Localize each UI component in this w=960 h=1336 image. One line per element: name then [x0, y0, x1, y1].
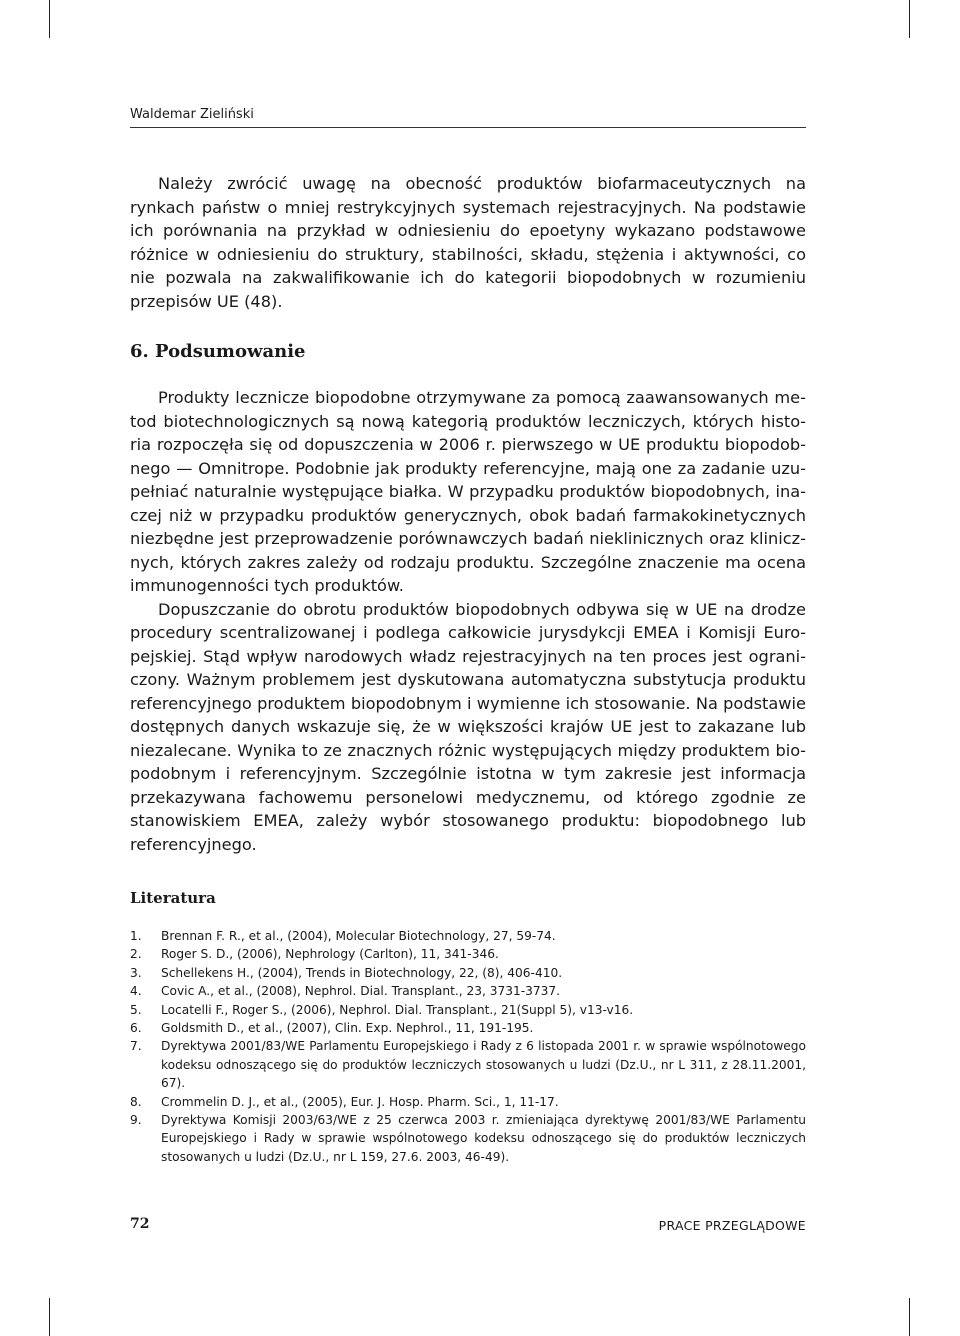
reference-number: 2.	[130, 947, 142, 962]
reference-number: 1.	[130, 929, 142, 943]
intro-text	[130, 172, 806, 313]
reference-item	[130, 982, 806, 1000]
running-head	[130, 107, 806, 128]
reference-number: 3.	[130, 965, 142, 980]
reference-item	[130, 1111, 806, 1166]
reference-item	[130, 1093, 806, 1111]
reference-number: 9.	[130, 1113, 142, 1128]
reference-text: Dyrektywa 2001/83/WE Parlamentu Europejskiego i Rady z 6 listopada 2001 r. w sprawie wspólnotowego kodeksu odnoszącego się do produktów leczniczych stosowanych u ludzi (Dz.U., nr L 311, z 28.11.2001, 67).	[161, 1039, 806, 1091]
crop-mark	[49, 0, 50, 38]
section-title: 6. Podsumowanie	[130, 341, 306, 362]
section-body	[130, 386, 806, 856]
section-paragraph: Produkty lecznicze biopodobne otrzymywane za pomocą zaawansowanych metod biotechnologicznych są nową kategorią produktów leczniczych, których historia rozpoczęła się od dopuszczenia w 2006 r. pierwszego w UE produktu biopodobnego — Omnitrope. Podobnie jak produkty referencyjne, mają one za zadanie uzupełniać naturalnie występujące białka. W przypadku produktów biopodobnych, inaczej niż w przypadku produktów generycznych, obok badań farmakokinetycznych niezbędne jest przeprowadzenie porównawczych badań nieklinicznych oraz klinicznych, których zakres zależy od rodzaju produktu. Szczególne znaczenie ma ocena immunogenności tych produktów.	[130, 388, 806, 595]
crop-mark	[909, 1298, 910, 1336]
reference-text: Dyrektywa Komisji 2003/63/WE z 25 czerwca 2003 r. zmieniająca dyrektywę 2001/83/WE Parlamentu Europejskiego i Rady w sprawie wspólnotowego kodeksu odnoszącego się do produktów leczniczych stosowanych u ludzi (Dz.U., nr L 159, 27.6. 2003, 46-49).	[161, 1113, 806, 1164]
reference-item	[130, 964, 806, 982]
reference-text: Locatelli F., Roger S., (2006), Nephrol. Dial. Transplant., 21(Suppl 5), v13-v16.	[161, 1002, 634, 1017]
journal-section-name: PRACE PRZEGLĄDOWE	[658, 1218, 806, 1233]
reference-item	[130, 945, 806, 963]
reference-text: Roger S. D., (2006), Nephrology (Carlton), 11, 341-346.	[161, 947, 499, 962]
reference-text: Brennan F. R., et al., (2004), Molecular Biotechnology, 27, 59-74.	[161, 929, 556, 943]
section-paragraph: Dopuszczanie do obrotu produktów biopodobnych odbywa się w UE na drodze procedury scentralizowanej i podlega całkowicie jurysdykcji EMEA i Komisji Europejskiej. Stąd wpływ narodowych władz rejestracyjnych na ten proces jest ograniczony. Ważnym problemem jest dyskutowana automatyczna substytucja produktu referencyjnego produktem biopodobnym i wymienne ich stosowanie. Na podstawie dostępnych danych wskazuje się, że w większości krajów UE jest to zakazane lub niezalecane. Wynika to ze znacznych różnic występujących między produktem biopodobnym i referencyjnym. Szczególnie istotna w tym zakresie jest informacja przekazywana fachowemu personelowi medycznemu, od którego zgodnie ze stanowiskiem EMEA, zależy wybór stosowanego produktu: biopodobnego lub referencyjnego.	[130, 599, 806, 854]
reference-number: 4.	[130, 984, 142, 999]
reference-number: 7.	[130, 1039, 142, 1054]
reference-text: Crommelin D. J., et al., (2005), Eur. J. Hosp. Pharm. Sci., 1, 11-17.	[161, 1094, 559, 1109]
page-number: 72	[130, 1216, 150, 1232]
reference-item	[130, 1019, 806, 1037]
reference-item	[130, 1001, 806, 1019]
intro-paragraph: Należy zwrócić uwagę na obecność produktów biofarmaceutycznych na rynkach państw o mniej restrykcyjnych systemach rejestracyjnych. Na podstawie ich porównania na przykład w odniesieniu do epoetyny wykazano podstawowe różnice w odniesieniu do struktury, stabilności, składu, stężenia i aktywności, co nie pozwala na zakwalifikowanie ich do kategorii biopodobnych w rozumieniu przepisów UE (48).	[130, 174, 806, 311]
reference-list	[130, 927, 806, 1166]
reference-item	[130, 927, 806, 945]
reference-text: Goldsmith D., et al., (2007), Clin. Exp. Nephrol., 11, 191-195.	[161, 1021, 534, 1036]
reference-item	[130, 1037, 806, 1092]
literature-title: Literatura	[130, 889, 216, 907]
reference-text: Schellekens H., (2004), Trends in Biotechnology, 22, (8), 406-410.	[161, 965, 563, 980]
reference-number: 8.	[130, 1094, 142, 1109]
crop-mark	[909, 0, 910, 38]
reference-number: 6.	[130, 1021, 142, 1036]
reference-number: 5.	[130, 1002, 142, 1017]
author-name: Waldemar Zieliński	[130, 107, 254, 122]
reference-text: Covic A., et al., (2008), Nephrol. Dial. Transplant., 23, 3731-3737.	[161, 984, 561, 999]
crop-mark	[49, 1298, 50, 1336]
